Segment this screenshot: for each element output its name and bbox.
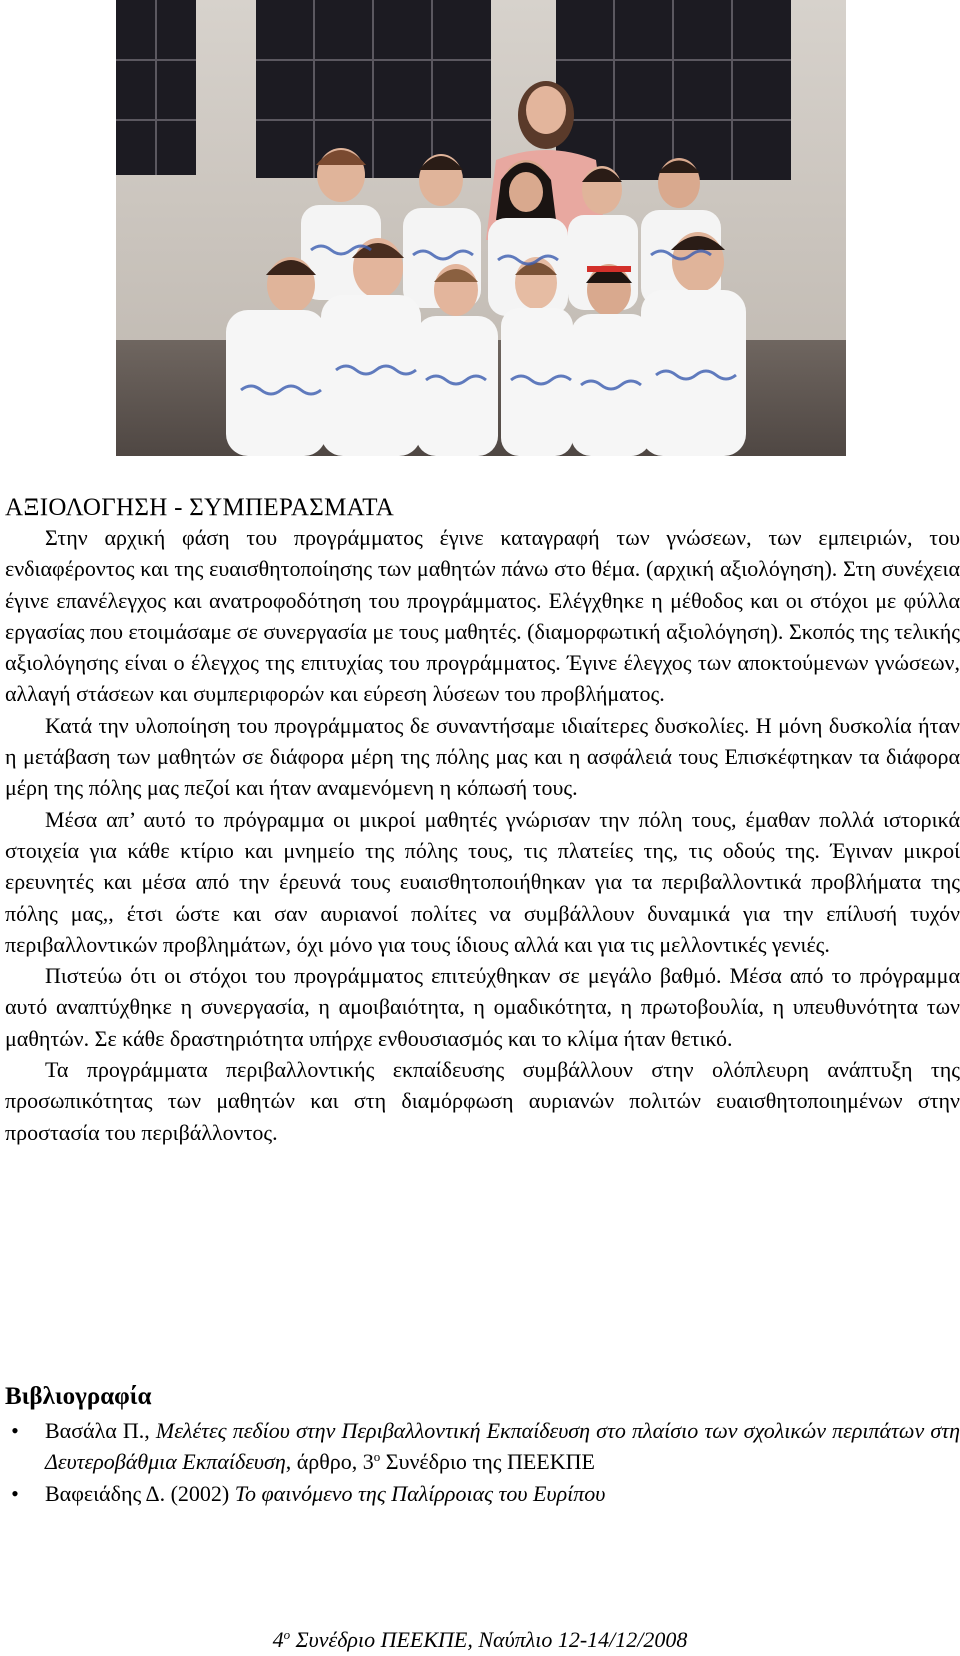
reference-details: , άρθρο, 3 [285,1449,374,1475]
bibliography-heading: Βιβλιογραφία [5,1383,152,1410]
section-heading: ΑΞΙΟΛΟΓΗΣΗ - ΣΥΜΠΕΡΑΣΜΑΤΑ [5,494,395,521]
reference-title: Το φαινόμενο της Παλίρροιας του Ευρίπου [234,1480,606,1506]
bibliography-item [5,1415,960,1478]
footer-text: Συνέδριο ΠΕΕΚΠΕ, Ναύπλιο 12-14/12/2008 [290,1627,688,1652]
footer-superscript: ο [283,1627,291,1642]
group-photo-children-teacher-icon [116,0,846,456]
reference-details-end: Συνέδριο της ΠΕΕΚΠΕ [380,1449,595,1475]
reference-author: Βασάλα Π., [45,1418,156,1443]
bibliography-item [5,1478,960,1509]
bullet-icon: • [11,1480,19,1506]
reference-author: Βαφειάδης Δ. (2002) [45,1480,235,1506]
bibliography-list [5,1415,960,1509]
paragraph: Τα προγράμματα περιβαλλοντικής εκπαίδευσης συμβάλλουν στην ολόπλευρη ανάπτυξη της προσωπικότητας των μαθητών και στη διαμόρφωση αυριανών πολιτών ευαισθητοποιημένων στην προστασία του περιβάλλοντος. [5,1057,960,1145]
paragraph: Κατά την υλοποίηση του προγράμματος δε συναντήσαμε ιδιαίτερες δυσκολίες. Η μόνη δυσκολία ήταν η μετάβαση των μαθητών σε διάφορα μέρη της πόλης μας και η ασφάλειά τους Επισκέφτηκαν τα διάφορα μέρη της πόλης μας πεζοί και ήταν αναμενόμενη η κόπωσή τους. [5,712,960,801]
paragraph: Μέσα απ’ αυτό το πρόγραμμα οι μικροί μαθητές γνώρισαν την πόλη τους, έμαθαν πολλά ιστορικά στοιχεία για κάθε κτίριο και μνημείο της πόλης τους, τις πλατείες της, τις οδούς της. Έγιναν μικροί ερευνητές και μέσα από την έρευνά τους ευαισθητοποιήθηκαν για τα περιβαλλοντικά προβλήματα της πόλης μας,, έτσι ώστε και σαν αυριανοί πολίτες να συμβάλλουν δυναμικά για την επίλυσή τυχόν περιβαλλοντικών προβλημάτων, όχι μόνο για τους ίδιους αλλά και για τις μελλοντικές γενιές. [5,806,960,957]
paragraph: Πιστεύω ότι οι στόχοι του προγράμματος επιτεύχθηκαν σε μεγάλο βαθμό. Μέσα από το πρόγραμμα αυτό αναπτύχθηκε η συνεργασία, η αμοιβαιότητα, η ομαδικότητα, η πρωτοβουλία, η υπευθυνότητα των μαθητών. Σε κάθε δραστηριότητα υπήρχε ενθουσιασμός και το κλίμα ήταν θετικό. [5,963,960,1051]
group-photo [116,0,846,456]
paragraph: Στην αρχική φάση του προγράμματος έγινε καταγραφή των γνώσεων, των εμπειριών, του ενδιαφέροντος και της ευαισθητοποίησης των μαθητών πάνω στο θέμα. (αρχική αξιολόγηση). Στη συνέχεια έγινε επανέλεγχος και ανατροφοδότηση του προγράμματος. Ελέγχθηκε η μέθοδος και οι στόχοι με φύλλα εργασίας που ετοιμάσαμε σε συνεργασία με τους μαθητές. (διαμορφωτική αξιολόγηση). Σκοπός της τελικής αξιολόγησης είναι ο έλεγχος της επιτυχίας του προγράμματος. Έγινε έλεγχος των αποκτούμενων γνώσεων, αλλαγή στάσεων και συμπεριφορών και εύρεση λύσεων του προβλήματος. [5,525,960,707]
evaluation-section [5,494,960,1148]
bullet-icon: • [11,1418,19,1443]
reference-superscript: ο [373,1449,381,1465]
reference-title: Μελέτες πεδίου στην Περιβαλλοντική Εκπαίδευση στο πλαίσιο των σχολικών περιπάτων στη Δευτεροβάθμια Εκπαίδευση [45,1418,960,1475]
footer-number: 4 [272,1627,284,1652]
page-footer [0,1628,960,1652]
